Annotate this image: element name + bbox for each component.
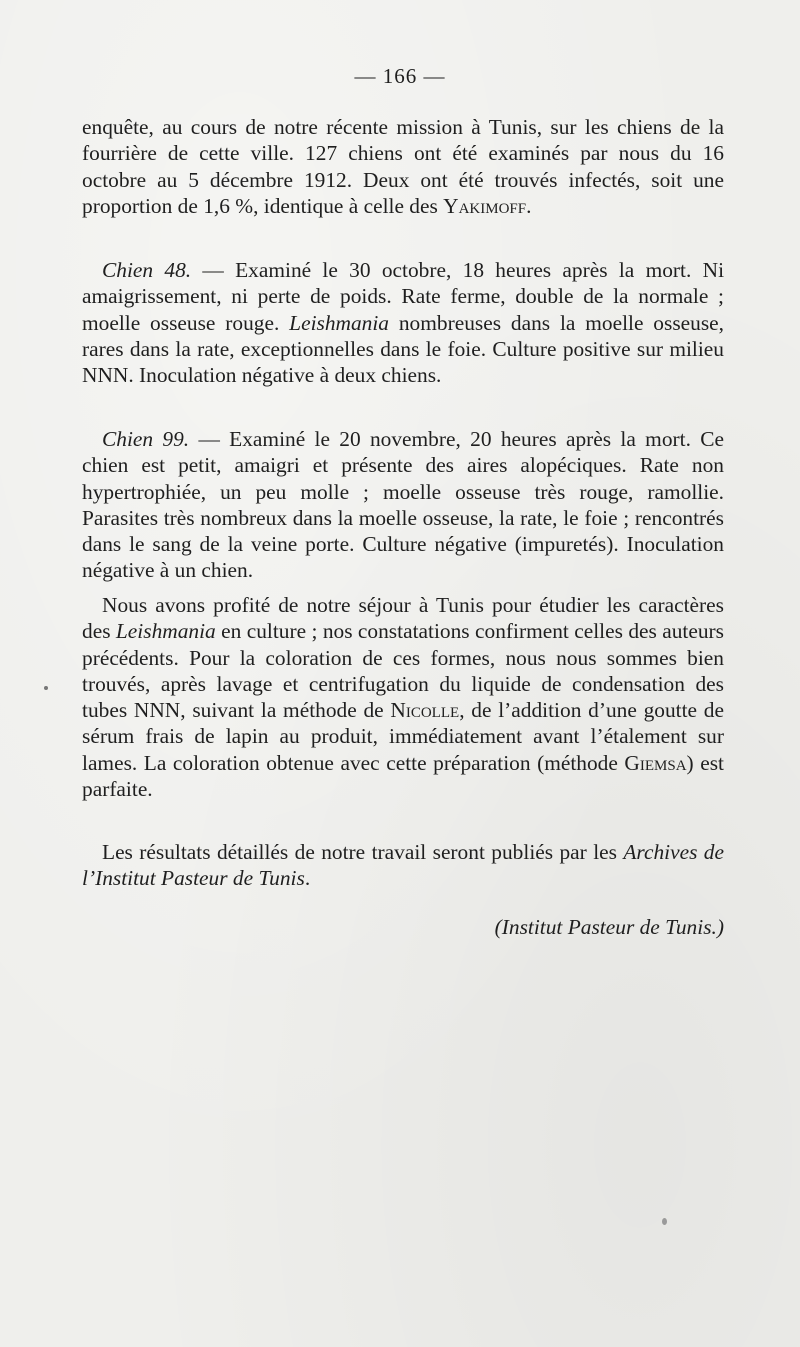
journal-title: Archives de l’Institut Pasteur de Tunis <box>82 840 724 891</box>
chien-48-label: Chien 48. <box>102 258 192 282</box>
paragraph-culture <box>82 592 724 802</box>
chien-99-label: Chien 99. <box>102 427 190 451</box>
genus-leishmania: Leishmania <box>115 619 216 644</box>
paragraph-culture-text <box>82 592 724 802</box>
culture-text-c: , de l’addition d’une goutte de sérum frais de lapin au produit, immédiatement avant l’étalement sur lames. La coloration obtenue avec cette préparation (méthode <box>82 698 724 775</box>
page-number: — 166 — <box>354 64 446 88</box>
institution-signature: (Institut Pasteur de Tunis.) <box>494 915 724 939</box>
culture-text-d: ) est parfaite. <box>82 750 724 802</box>
paragraph-results-text <box>82 839 724 892</box>
survey-text: enquête, au cours de notre récente mission à Tunis, sur les chiens de la fourrière de cette ville. 127 chiens ont été examinés par nous du 16 octobre au 5 décembre 1912. Deux ont été trouvés infectés, soit une proportion de 1,6 %, identique à celle des <box>82 115 724 218</box>
paragraph-results <box>82 839 724 892</box>
paper-speck <box>662 1218 667 1225</box>
paragraph-survey <box>82 114 724 219</box>
author-name-yakimoff: Yakimoff <box>443 193 527 218</box>
chien-48-text-a: — Examiné le 30 octobre, 18 heures après la mort. Ni amaigrissement, ni perte de poids. Rate ferme, double de la normale ; moelle osseuse rouge. <box>82 258 725 335</box>
culture-text-a: Nous avons profité de notre séjour à Tunis pour étudier les caractères des <box>82 593 724 644</box>
author-name-giemsa: Giemsa <box>624 750 687 775</box>
genus-leishmania: Leishmania <box>289 310 390 335</box>
results-end: . <box>304 866 311 891</box>
culture-text-b: en culture ; nos constatations confirment celles des auteurs précédents. Pour la coloration de ces formes, nous nous sommes bien trouvés, après lavage et centrifugation du liquide de condensation des tubes NNN, suivant la méthode de <box>82 619 724 723</box>
survey-end: . <box>526 193 532 218</box>
paragraph-chien-99 <box>82 426 724 584</box>
paragraph-chien-99-text <box>82 426 724 584</box>
author-name-nicolle: Nicolle <box>390 698 460 723</box>
paragraph-survey-text <box>82 114 724 219</box>
paragraph-chien-48 <box>82 257 724 388</box>
paper-speck <box>44 686 48 690</box>
chien-48-text-b: nombreuses dans la moelle osseuse, rares dans la rate, exceptionnelles dans le foie. Culture positive sur milieu NNN. Inoculation négative à deux chiens. <box>82 310 724 388</box>
results-text: Les résultats détaillés de notre travail seront publiés par les <box>102 840 624 864</box>
paragraph-chien-48-text <box>82 257 724 388</box>
chien-99-text: — Examiné le 20 novembre, 20 heures après la mort. Ce chien est petit, amaigri et présente des aires alopéciques. Rate non hypertrophiée, un peu molle ; moelle osseuse très rouge, ramollie. Parasites très nombreux dans la moelle osseuse, la rate, le foie ; rencontrés dans le sang de la veine porte. Culture négative (impuretés). Inoculation négative à un chien. <box>82 427 724 583</box>
